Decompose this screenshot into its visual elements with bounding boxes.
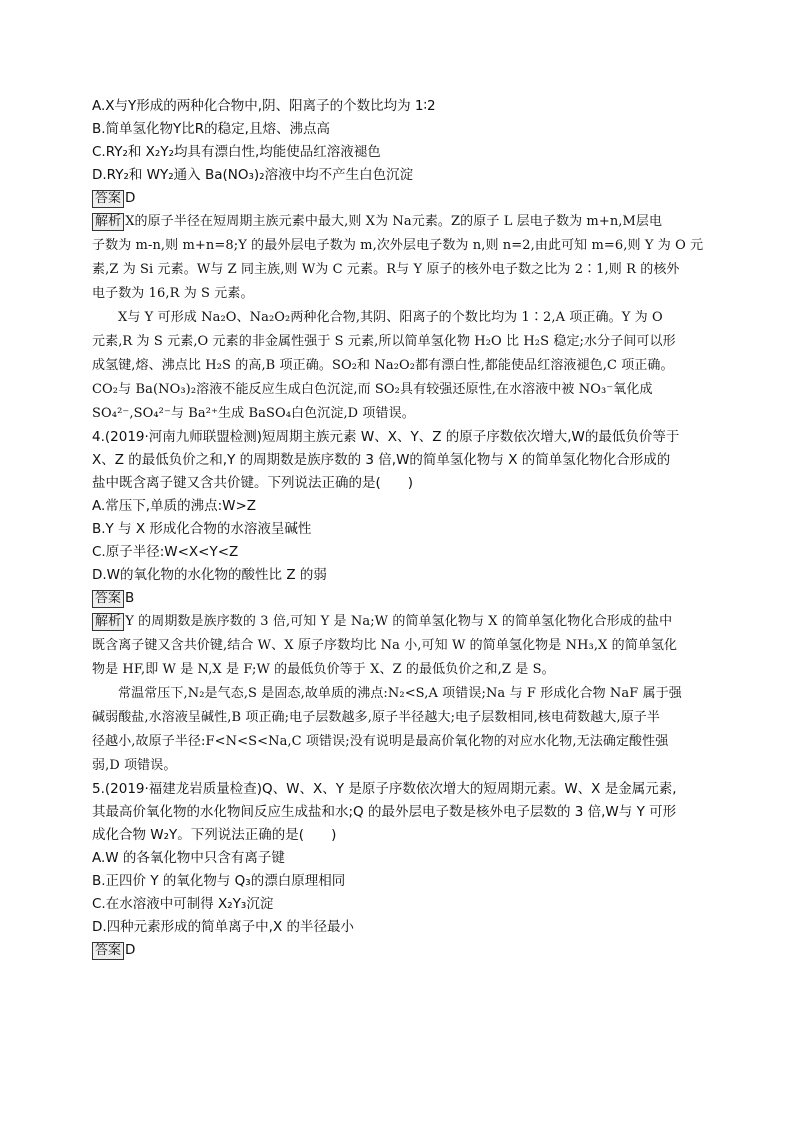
q3-answer	[92, 187, 704, 210]
q5-option-d: D.四种元素形成的简单离子中,X 的半径最小	[92, 919, 355, 935]
q4-explanation	[92, 610, 704, 778]
q3-option-c: C.RY₂和 X₂Y₂均具有漂白性,均能使品红溶液褪色	[92, 144, 381, 160]
explain-line: 子数为 m-n,则 m+n=8;Y 的最外层电子数为 m,次外层电子数为 n,则 n=2,由此可知 m=6,则 Y 为 O 元	[92, 238, 704, 253]
q5-options	[92, 847, 704, 939]
explain-line: 电子数为 16,R 为 S 元素。	[92, 286, 254, 301]
q4-option-a: A.常压下,单质的沸点:W>Z	[92, 498, 257, 514]
explain-line: 素,Z 为 Si 元素。W与 Z 同主族,则 W为 C 元素。R与 Y 原子的核外电子数之比为 2∶1,则 R 的核外	[92, 262, 680, 277]
document-page	[92, 95, 704, 962]
explain-line: 常温常压下,N₂是气态,S 是固态,故单质的沸点:N₂<S,A 项错误;Na 与 F 形成化合物 NaF 属于强	[118, 686, 682, 701]
q4-option-c: C.原子半径:W<X<Y<Z	[92, 544, 239, 560]
q4-option-b: B.Y 与 X 形成化合物的水溶液呈碱性	[92, 521, 312, 537]
explain-line: 碱弱酸盐,水溶液呈碱性,B 项正确;电子层数越多,原子半径越大;电子层数相同,核电荷数越大,原子半	[92, 710, 661, 725]
explain-line: X的原子半径在短周期主族元素中最大,则 X为 Na元素。Z的原子 L 层电子数为 m+n,M层电	[125, 214, 663, 229]
explain-line: 成氢键,熔、沸点比 H₂S 的高,B 项正确。SO₂和 Na₂O₂都有漂白性,都能使品红溶液褪色,C 项正确。	[92, 358, 674, 373]
q4-answer	[92, 587, 704, 610]
q3-options	[92, 95, 704, 187]
explain-line: Y 的周期数是族序数的 3 倍,可知 Y 是 Na;W 的简单氢化物与 X 的简单氢化物化合形成的盐中	[125, 614, 673, 629]
explain-line: 既含离子键又含共价键,结合 W、X 原子序数均比 Na 小,可知 W 的简单氢化物是 NH₃,X 的简单氢化	[92, 638, 678, 653]
q5-option-b: B.正四价 Y 的氧化物与 Q₃的漂白原理相同	[92, 873, 346, 889]
q5-answer	[92, 939, 704, 962]
q3-option-d: D.RY₂和 WY₂通入 Ba(NO₃)₂溶液中均不产生白色沉淀	[92, 167, 414, 183]
q3-option-b: B.简单氢化物Y比R的稳定,且熔、沸点高	[92, 121, 330, 137]
explain-line: 弱,D 项错误。	[92, 758, 177, 773]
explain-label: 解析	[92, 213, 124, 231]
explain-line: CO₂与 Ba(NO₃)₂溶液不能反应生成白色沉淀,而 SO₂具有较强还原性,在水溶液中被 NO₃⁻氧化成	[92, 382, 653, 397]
answer-value: B	[125, 590, 135, 606]
answer-label: 答案	[92, 590, 124, 608]
explain-line: 物是 HF,即 W 是 N,X 是 F;W 的最低负价等于 X、Z 的最低负价之和,Z 是 S。	[92, 662, 555, 677]
explain-line: 元素,R 为 S 元素,O 元素的非金属性强于 S 元素,所以简单氢化物 H₂O 比 H₂S 稳定;水分子间可以形	[92, 334, 676, 349]
q5-option-a: A.W 的各氧化物中只含有离子键	[92, 850, 285, 866]
q4-stem	[92, 426, 704, 495]
explain-line: SO₄²⁻,SO₄²⁻与 Ba²⁺生成 BaSO₄白色沉淀,D 项错误。	[92, 406, 415, 421]
stem-line: 其最高价氧化物的水化物间反应生成盐和水;Q 的最外层电子数是核外电子层数的 3 倍,W与 Y 可形	[92, 804, 677, 820]
q3-option-a: A.X与Y形成的两种化合物中,阴、阳离子的个数比均为 1∶2	[92, 98, 436, 114]
stem-line: 盐中既含离子键又含共价键。下列说法正确的是( )	[92, 475, 414, 491]
q4-option-d: D.W的氧化物的水化物的酸性比 Z 的弱	[92, 567, 327, 583]
q4-options	[92, 495, 704, 587]
explain-line: 径越小,故原子半径:F<N<S<Na,C 项错误;没有说明是最高价氧化物的对应水化物,无法确定酸性强	[92, 734, 669, 749]
explain-label: 解析	[92, 613, 124, 631]
stem-line: 成化合物 W₂Y。下列说法正确的是( )	[92, 827, 337, 843]
stem-line: 5.(2019·福建龙岩质量检查)Q、W、X、Y 是原子序数依次增大的短周期元素。W、X 是金属元素,	[92, 781, 677, 797]
q3-explanation	[92, 210, 704, 426]
explain-line: X与 Y 可形成 Na₂O、Na₂O₂两种化合物,其阴、阳离子的个数比均为 1∶2,A 项正确。Y 为 O	[118, 310, 663, 325]
answer-label: 答案	[92, 190, 124, 208]
stem-line: 4.(2019·河南九师联盟检测)短周期主族元素 W、X、Y、Z 的原子序数依次增大,W的最低负价等于	[92, 429, 680, 445]
answer-value: D	[125, 190, 136, 206]
stem-line: X、Z 的最低负价之和,Y 的周期数是族序数的 3 倍,W的简单氢化物与 X 的简单氢化物化合形成的	[92, 452, 671, 468]
answer-value: D	[125, 942, 136, 958]
q5-stem	[92, 778, 704, 847]
answer-label: 答案	[92, 942, 124, 960]
q5-option-c: C.在水溶液中可制得 X₂Y₃沉淀	[92, 896, 274, 912]
